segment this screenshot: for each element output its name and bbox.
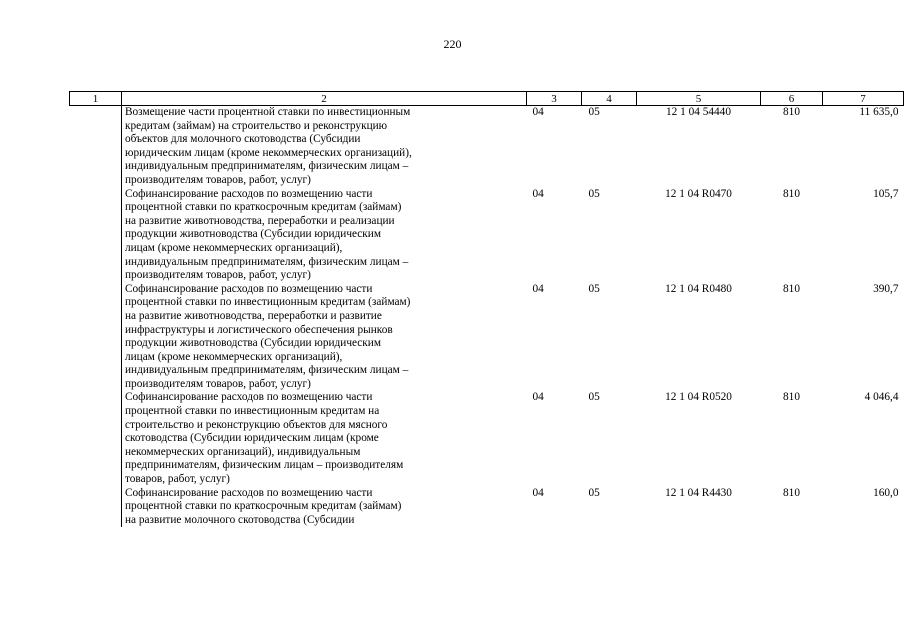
row-target-code: 12 1 04 R0470: [665, 187, 732, 200]
row-name-line: Софинансирование расходов по возмещению части: [125, 486, 373, 499]
table-row: [70, 283, 904, 392]
row-razdel: 04: [532, 486, 544, 499]
row-name-line: процентной ставки по краткосрочным кредитам (займам): [125, 500, 402, 513]
row-col-1-cell: [70, 188, 122, 283]
row-name-line: предпринимателям, физическим лицам – производителям: [125, 459, 404, 472]
page-number: 220: [443, 37, 462, 51]
row-name-line: индивидуальным предпринимателям, физическим лицам –: [125, 255, 409, 268]
row-podrazdel: 05: [588, 187, 600, 200]
row-target-code: 12 1 04 54440: [666, 106, 731, 118]
row-target-code: 12 1 04 R4430: [665, 486, 732, 499]
row-name-line: на развитие животноводства, переработки и развитие: [125, 309, 382, 322]
row-expense-type: 810: [783, 187, 800, 200]
row-name-line: скотоводства (Субсидии юридическим лицам (кроме: [125, 432, 379, 445]
row-name-line: товаров, работ, услуг): [125, 473, 230, 486]
row-name-line: процентной ставки по краткосрочным кредитам (займам): [125, 201, 402, 214]
row-col-1-cell: [70, 487, 122, 528]
row-col-1-cell: [70, 106, 122, 188]
row-amount: 11 635,0: [859, 106, 899, 118]
row-name-line: производителям товаров, работ, услуг): [125, 269, 311, 282]
row-amount: 390,7: [873, 282, 899, 295]
row-expense-type: 810: [783, 486, 800, 499]
row-name-line: объектов для молочного скотоводства (Субсидии: [125, 133, 361, 146]
row-name-line: юридическим лицам (кроме некоммерческих организаций),: [125, 146, 412, 159]
header-row: [70, 92, 904, 106]
header-col-7: 7: [823, 92, 904, 106]
row-podrazdel: 05: [588, 106, 600, 118]
row-razdel: 04: [532, 106, 544, 118]
table-body: [70, 106, 904, 528]
header-col-3: 3: [527, 92, 582, 106]
row-name-line: Возмещение части процентной ставки по инвестиционным: [125, 106, 411, 118]
row-podrazdel: 05: [588, 391, 600, 404]
table-row: [70, 391, 904, 486]
row-razdel: 04: [532, 282, 544, 295]
row-name-line: продукции животноводства (Субсидии юридическим: [125, 337, 381, 350]
header-col-2: 2: [122, 92, 527, 106]
row-name-line: Софинансирование расходов по возмещению части: [125, 391, 373, 404]
row-col-1-cell: [70, 391, 122, 486]
row-name-line: лицам (кроме некоммерческих организаций),: [125, 241, 343, 254]
row-name-line: производителям товаров, работ, услуг): [125, 173, 311, 186]
table-header: [70, 92, 904, 106]
row-podrazdel: 05: [588, 486, 600, 499]
table-row: [70, 106, 904, 188]
row-amount: 160,0: [873, 486, 899, 499]
row-amount: 105,7: [873, 187, 899, 200]
row-name-line: строительство и реконструкцию объектов для мясного: [125, 418, 388, 431]
row-target-code: 12 1 04 R0480: [665, 282, 732, 295]
row-col-1-cell: [70, 283, 122, 392]
row-name-line: процентной ставки по инвестиционным кредитам (займам): [125, 296, 411, 309]
table-row: [70, 487, 904, 528]
row-expense-type: 810: [783, 106, 800, 118]
row-name-line: продукции животноводства (Субсидии юридическим: [125, 228, 381, 241]
row-name-line: лицам (кроме некоммерческих организаций),: [125, 350, 343, 363]
row-razdel: 04: [532, 187, 544, 200]
row-name-line: процентной ставки по инвестиционным кредитам на: [125, 405, 380, 418]
row-name-cell: [122, 391, 527, 486]
row-name-line: производителям товаров, работ, услуг): [125, 377, 311, 390]
row-name-line: на развитие животноводства, переработки и реализации: [125, 214, 395, 227]
table-row: [70, 188, 904, 283]
budget-table: [69, 91, 904, 527]
row-razdel: 04: [532, 391, 544, 404]
row-name-line: на развитие молочного скотоводства (Субсидии: [125, 513, 355, 526]
row-amount: 4 046,4: [864, 391, 899, 404]
row-name-cell: [122, 188, 527, 283]
header-col-4: 4: [582, 92, 637, 106]
row-podrazdel: 05: [588, 282, 600, 295]
row-name-line: некоммерческих организаций), индивидуальным: [125, 445, 361, 458]
header-col-6: 6: [761, 92, 823, 106]
row-name-line: кредитам (займам) на строительство и реконструкцию: [125, 119, 388, 132]
row-name-cell: [122, 283, 527, 392]
row-name-line: Софинансирование расходов по возмещению части: [125, 187, 373, 200]
row-name-line: индивидуальным предпринимателям, физическим лицам –: [125, 364, 409, 377]
header-col-1: 1: [70, 92, 122, 106]
row-name-line: инфраструктуры и логистического обеспечения рынков: [125, 323, 393, 336]
row-name-cell: [122, 106, 527, 188]
row-name-cell: [122, 487, 527, 528]
row-target-code: 12 1 04 R0520: [665, 391, 732, 404]
row-name-line: Софинансирование расходов по возмещению части: [125, 282, 373, 295]
row-expense-type: 810: [783, 282, 800, 295]
row-name-line: индивидуальным предпринимателям, физическим лицам –: [125, 160, 409, 173]
header-col-5: 5: [637, 92, 761, 106]
row-expense-type: 810: [783, 391, 800, 404]
